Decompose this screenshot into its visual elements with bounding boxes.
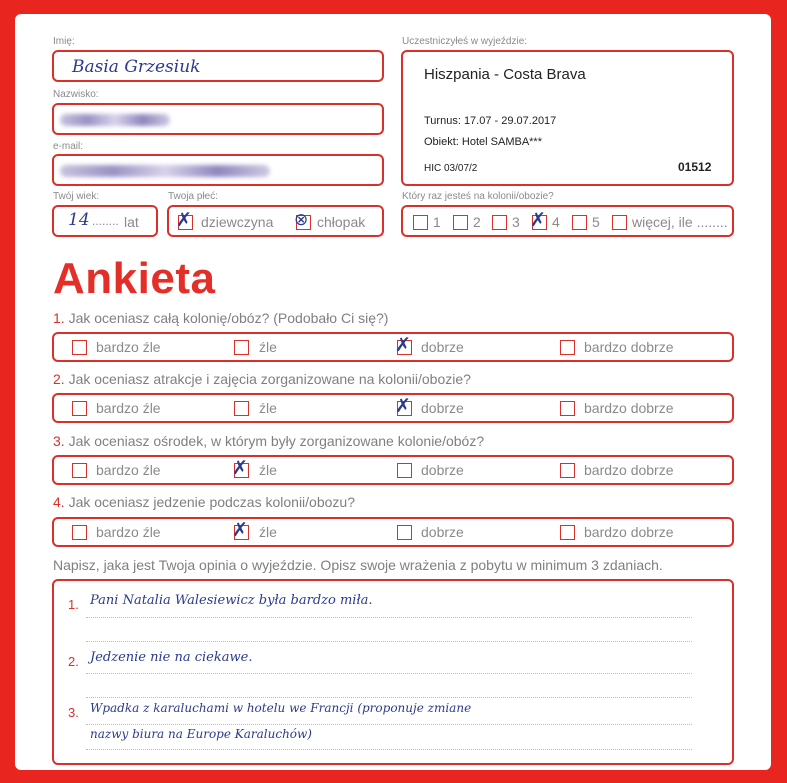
q2-zle-checkbox[interactable] — [234, 401, 249, 416]
question-4-options — [52, 517, 734, 547]
q2-bardzo-dobrze-checkbox[interactable] — [560, 401, 575, 416]
opinion-rule-2 — [86, 641, 692, 642]
opinion-num-3: 3. — [68, 705, 79, 720]
q2-bardzo-zle-label: bardzo źle — [96, 400, 161, 416]
q1-bardzo-dobrze-checkbox[interactable] — [560, 340, 575, 355]
q4-bardzo-zle-checkbox[interactable] — [72, 525, 87, 540]
times-4-label: 4 — [552, 214, 560, 230]
q3-bardzo-dobrze-checkbox[interactable] — [560, 463, 575, 478]
q3-bardzo-dobrze-label: bardzo dobrze — [584, 462, 674, 478]
opinion-rule-1 — [86, 617, 692, 618]
trip-label: Uczestniczyłeś w wyjeździe: — [402, 36, 528, 47]
times-3-checkbox[interactable] — [492, 215, 507, 230]
opinion-rule-4 — [86, 697, 692, 698]
gender-boy-label: chłopak — [317, 214, 366, 230]
gender-field — [167, 205, 384, 237]
question-2: 2. Jak oceniasz atrakcje i zajęcia zorganizowane na kolonii/obozie? — [53, 371, 471, 387]
q4-bardzo-zle-label: bardzo źle — [96, 524, 161, 540]
trip-code: HIC 03/07/2 — [424, 163, 478, 174]
times-1-checkbox[interactable] — [413, 215, 428, 230]
survey-title: Ankieta — [53, 254, 216, 303]
q3-bardzo-zle-checkbox[interactable] — [72, 463, 87, 478]
opinion-line-1: Pani Natalia Walesiewicz była bardzo miła. — [90, 593, 373, 608]
trip-turnus: Turnus: 17.07 - 29.07.2017 — [424, 115, 557, 127]
opinion-line-4: nazwy biura na Europe Karaluchów) — [90, 727, 312, 741]
q1-zle-label: źle — [259, 339, 277, 355]
opinion-rule-6 — [86, 749, 692, 750]
opinion-num-1: 1. — [68, 597, 79, 612]
gender-girl-label: dziewczyna — [201, 214, 274, 230]
gender-girl-checkbox[interactable]: ✗ — [176, 209, 192, 231]
question-3: 3. Jak oceniasz ośrodek, w którym były zorganizowane kolonie/obóz? — [53, 433, 485, 449]
q1-bardzo-dobrze-label: bardzo dobrze — [584, 339, 674, 355]
q3-dobrze-label: dobrze — [421, 462, 464, 478]
q1-zle-checkbox[interactable] — [234, 340, 249, 355]
question-2-options — [52, 393, 734, 423]
last-name-field[interactable] — [52, 103, 384, 135]
age-unit: lat — [124, 214, 139, 230]
q2-zle-label: źle — [259, 400, 277, 416]
age-value: 14 — [68, 210, 90, 230]
times-2-checkbox[interactable] — [453, 215, 468, 230]
age-dots: ........ — [92, 214, 119, 228]
email-field[interactable] — [52, 154, 384, 186]
question-3-options — [52, 455, 734, 485]
trip-box — [401, 50, 734, 186]
q2-dobrze-checkbox[interactable]: ✗ — [395, 395, 411, 417]
q3-zle-checkbox[interactable]: ✗ — [232, 457, 248, 479]
question-4: 4. Jak oceniasz jedzenie podczas kolonii/obozu? — [53, 494, 355, 510]
question-1-options — [52, 332, 734, 362]
q1-dobrze-label: dobrze — [421, 339, 464, 355]
times-5-checkbox[interactable] — [572, 215, 587, 230]
q1-bardzo-zle-label: bardzo źle — [96, 339, 161, 355]
opinion-rule-3 — [86, 673, 692, 674]
q1-bardzo-zle-checkbox[interactable] — [72, 340, 87, 355]
opinion-rule-5 — [86, 724, 692, 725]
trip-title: Hiszpania - Costa Brava — [424, 66, 586, 83]
q3-dobrze-checkbox[interactable] — [397, 463, 412, 478]
q3-zle-label: źle — [259, 462, 277, 478]
times-more-label: więcej, ile ........ — [632, 214, 728, 230]
email-label: e-mail: — [53, 141, 84, 152]
times-1-label: 1 — [433, 214, 441, 230]
times-2-label: 2 — [473, 214, 481, 230]
q4-bardzo-dobrze-checkbox[interactable] — [560, 525, 575, 540]
email-redacted — [60, 165, 270, 177]
times-label: Który raz jesteś na kolonii/obozie? — [402, 191, 554, 202]
q4-zle-checkbox[interactable]: ✗ — [232, 519, 248, 541]
opinion-line-2: Jedzenie nie na ciekawe. — [90, 650, 253, 665]
age-label: Twój wiek: — [53, 191, 100, 202]
first-name-field[interactable] — [52, 50, 384, 82]
q2-dobrze-label: dobrze — [421, 400, 464, 416]
last-name-label: Nazwisko: — [53, 89, 99, 100]
q4-dobrze-label: dobrze — [421, 524, 464, 540]
q4-bardzo-dobrze-label: bardzo dobrze — [584, 524, 674, 540]
q2-bardzo-zle-checkbox[interactable] — [72, 401, 87, 416]
q3-bardzo-zle-label: bardzo źle — [96, 462, 161, 478]
opinion-box[interactable] — [52, 579, 734, 765]
opinion-num-2: 2. — [68, 654, 79, 669]
q4-zle-label: źle — [259, 524, 277, 540]
times-5-label: 5 — [592, 214, 600, 230]
times-3-label: 3 — [512, 214, 520, 230]
age-field[interactable] — [52, 205, 158, 237]
q4-dobrze-checkbox[interactable] — [397, 525, 412, 540]
q1-dobrze-checkbox[interactable]: ✗ — [395, 334, 411, 356]
trip-number: 01512 — [678, 160, 712, 174]
gender-boy-checkbox[interactable]: ⊗ — [296, 215, 311, 230]
trip-obiekt: Obiekt: Hotel SAMBA*** — [424, 136, 542, 148]
first-name-label: Imię: — [53, 36, 75, 47]
question-1: 1. Jak oceniasz całą kolonię/obóz? (Podobało Ci się?) — [53, 310, 389, 326]
q2-bardzo-dobrze-label: bardzo dobrze — [584, 400, 674, 416]
times-more-checkbox[interactable] — [612, 215, 627, 230]
opinion-prompt: Napisz, jaka jest Twoja opinia o wyjeździe. Opisz swoje wrażenia z pobytu w minimum 3 zdaniach. — [53, 557, 663, 573]
first-name-value: Basia Grzesiuk — [72, 57, 201, 77]
times-4-checkbox[interactable]: ✗ — [530, 209, 546, 231]
times-field — [401, 205, 734, 237]
opinion-line-3: Wpadka z karaluchami w hotelu we Francji (proponuje zmiane — [90, 701, 472, 715]
gender-label: Twoja płeć: — [168, 191, 219, 202]
survey-sheet — [15, 14, 771, 770]
last-name-redacted — [60, 114, 170, 126]
